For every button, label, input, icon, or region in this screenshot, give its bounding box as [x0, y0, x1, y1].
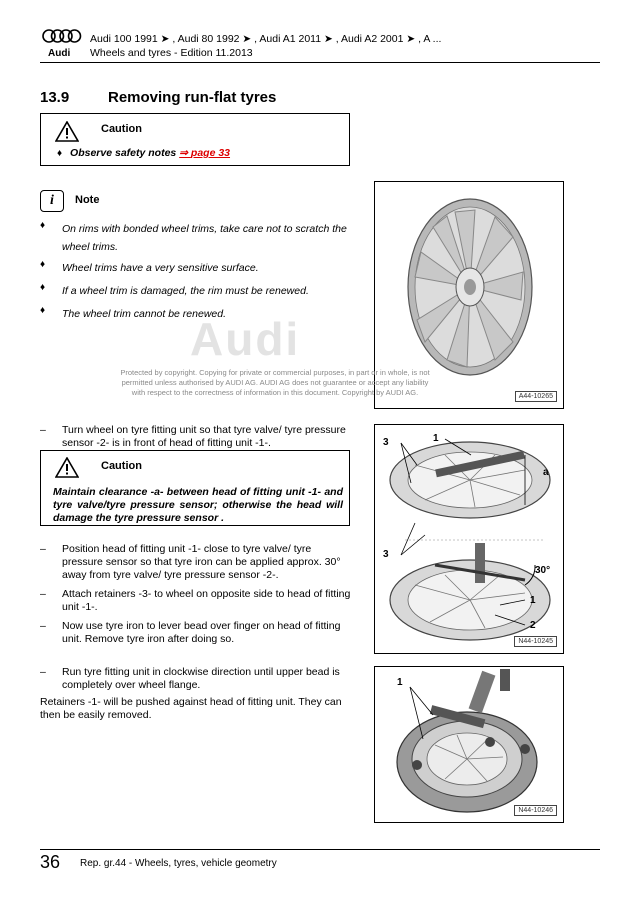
callout-30-degrees: 30° — [535, 565, 551, 576]
step-turn-wheel: – Turn wheel on tyre fitting unit so that tyre valve/ tyre pressure sensor -2- is in front of head of fitting unit -1-. — [40, 424, 346, 449]
caution-heading: Caution — [101, 123, 142, 135]
step-item: – Position head of fitting unit -1- close to tyre valve/ tyre pressure sensor so that tyre iron can be applied approx. 30° away from tyre valve/ tyre pressure sensor -2-. — [40, 543, 341, 581]
note-item: ♦ The wheel trim cannot be renewed. — [40, 305, 227, 320]
note-heading: Note — [75, 194, 100, 206]
wheel-trim-illustration — [395, 192, 545, 382]
caution-clearance-text: Maintain clearance -a- between head of fitting unit -1- and tyre valve/tyre pressure sensor; otherwise the head will damage the tyre pressure sensor . — [53, 486, 343, 524]
header-edition: Wheels and tyres - Edition 11.2013 — [90, 47, 253, 59]
tyre-removal-illustration — [375, 667, 563, 822]
callout-1: 1 — [433, 433, 439, 444]
caution-safety-line — [57, 147, 230, 159]
footer-text: Rep. gr.44 - Wheels, tyres, vehicle geometry — [80, 858, 277, 869]
bullet-icon: ♦ — [57, 148, 63, 159]
figure-id-label: A44-10265 — [515, 391, 557, 402]
retainers-note: Retainers -1- will be pushed against head of fitting unit. They can then be easily removed. — [40, 696, 342, 721]
warning-triangle-icon — [55, 121, 79, 142]
caution-heading: Caution — [101, 460, 142, 472]
step-item: – Attach retainers -3- to wheel on opposite side to head of fitting unit -1-. — [40, 588, 351, 613]
info-icon: i — [40, 190, 64, 212]
figure-fitting-unit — [374, 424, 564, 654]
figure-id-label: N44-10246 — [514, 805, 557, 816]
copyright-notice: Protected by copyright. Copying for private or commercial purposes, in part or in whole, is not permitted unless authorised by AUDI AG. AUDI AG does not guarantee or accept any liability with respect to the correctness of information in this document. Copyright by AUDI AG. — [120, 368, 430, 397]
step-run-unit: – Run tyre fitting unit in clockwise direction until upper bead is completely over wheel flange. — [40, 666, 340, 691]
warning-triangle-icon — [55, 457, 79, 478]
note-item: ♦ If a wheel trim is damaged, the rim must be renewed. — [40, 282, 309, 297]
step-item: – Now use tyre iron to lever bead over finger on head of fitting unit. Remove tyre iron after doing so. — [40, 620, 341, 645]
note-list — [40, 219, 355, 322]
audi-rings-logo — [42, 28, 82, 44]
callout-2: 2 — [530, 620, 536, 631]
caution-safety-text: Observe safety notes — [70, 147, 177, 159]
section-number: 13.9 — [40, 89, 70, 106]
note-item: ♦ On rims with bonded wheel trims, take care not to scratch the wheel trims. — [40, 220, 347, 253]
step-list — [40, 543, 352, 646]
section-title: Removing run-flat tyres — [108, 89, 277, 106]
safety-notes-link[interactable]: ⇒ page 33 — [179, 147, 231, 159]
header-models: Audi 100 1991 ➤ , Audi 80 1992 ➤ , Audi A1 2011 ➤ , Audi A2 2001 ➤ , A ... — [90, 33, 442, 45]
callout-1: 1 — [397, 677, 403, 688]
callout-3: 3 — [383, 437, 389, 448]
caution-box-clearance — [40, 450, 350, 526]
note-item: ♦ Wheel trims have a very sensitive surface. — [40, 259, 259, 274]
caution-box-safety — [40, 113, 350, 166]
audi-watermark-logo: Audi — [190, 313, 301, 365]
callout-3: 3 — [383, 549, 389, 560]
callout-1: 1 — [530, 595, 536, 606]
callout-a: a — [543, 467, 549, 478]
figure-id-label: N44-10245 — [514, 636, 557, 647]
audi-logo-text: Audi — [48, 48, 71, 59]
footer-rule — [40, 849, 600, 850]
page-number: 36 — [40, 852, 61, 872]
header-rule — [40, 62, 600, 63]
figure-tyre-removal — [374, 666, 564, 823]
fitting-unit-illustration — [375, 425, 563, 653]
